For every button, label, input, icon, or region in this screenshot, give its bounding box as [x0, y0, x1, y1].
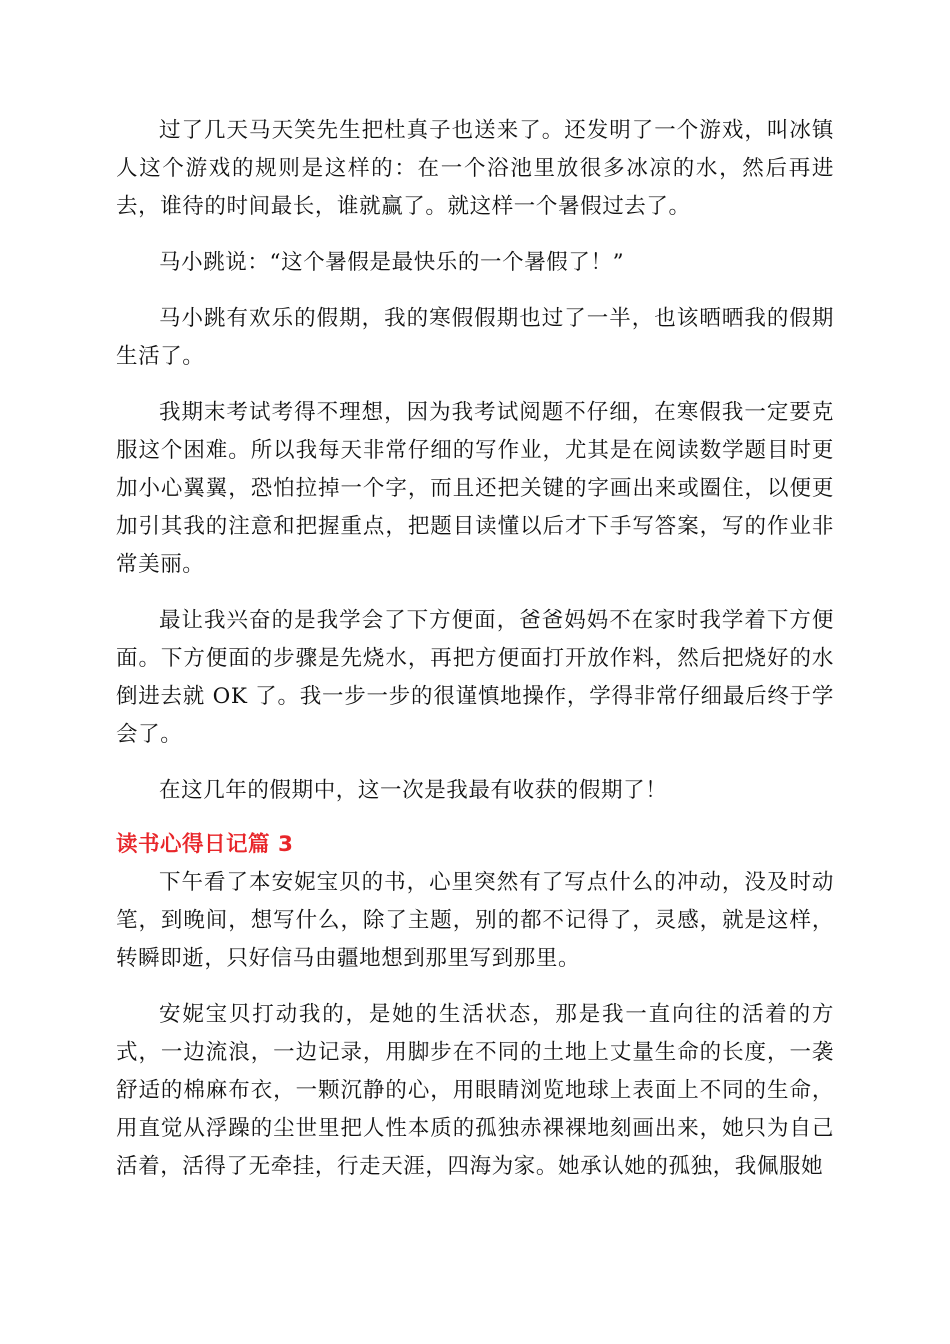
paragraph: 马小跳有欢乐的假期，我的寒假假期也过了一半，也该晒晒我的假期生活了。 — [116, 306, 834, 369]
paragraph: 我期末考试考得不理想，因为我考试阅题不仔细，在寒假我一定要克服这个困难。所以我每天非常仔细的写作业，尤其是在阅读数学题目时更加小心翼翼，恐怕拉掉一个字，而且还把关键的字画出来或圈住，以便更加引其我的注意和把握重点，把题目读懂以后才下手写答案，写的作业非常美丽。 — [116, 400, 834, 577]
section-reading-diary-3 — [116, 864, 834, 1186]
section-heading: 读书心得日记篇 3 — [116, 832, 294, 857]
paragraph: 马小跳说：“这个暑假是最快乐的一个暑假了！” — [159, 250, 625, 275]
paragraph: 最让我兴奋的是我学会了下方便面，爸爸妈妈不在家时我学着下方便面。下方便面的步骤是先烧水，再把方便面打开放作料，然后把烧好的水倒进去就 OK 了。我一步一步的很谨慎地操作，学得非常仔细最后终于学会了。 — [116, 608, 834, 747]
paragraph: 过了几天马天笑先生把杜真子也送来了。还发明了一个游戏，叫冰镇人这个游戏的规则是这样的：在一个浴池里放很多冰凉的水，然后再进去，谁待的时间最长，谁就赢了。就这样一个暑假过去了。 — [116, 118, 834, 219]
paragraph: 在这几年的假期中，这一次是我最有收获的假期了！ — [159, 778, 668, 803]
paragraph: 下午看了本安妮宝贝的书，心里突然有了写点什么的冲动，没及时动笔，到晚间，想写什么，除了主题，别的都不记得了，灵感，就是这样，转瞬即逝，只好信马由疆地想到那里写到那里。 — [116, 870, 834, 971]
section-prior-essay — [116, 112, 834, 810]
paragraph: 安妮宝贝打动我的，是她的生活状态，那是我一直向往的活着的方式，一边流浪，一边记录，用脚步在不同的土地上丈量生命的长度，一袭舒适的棉麻布衣，一颗沉静的心，用眼睛浏览地球上表面上不同的生命，用直觉从浮躁的尘世里把人性本质的孤独赤裸裸地刻画出来，她只为自己活着，活得了无牵挂，行走天涯，四海为家。她承认她的孤独，我佩服她 — [116, 1002, 834, 1179]
document-page — [116, 112, 834, 1204]
